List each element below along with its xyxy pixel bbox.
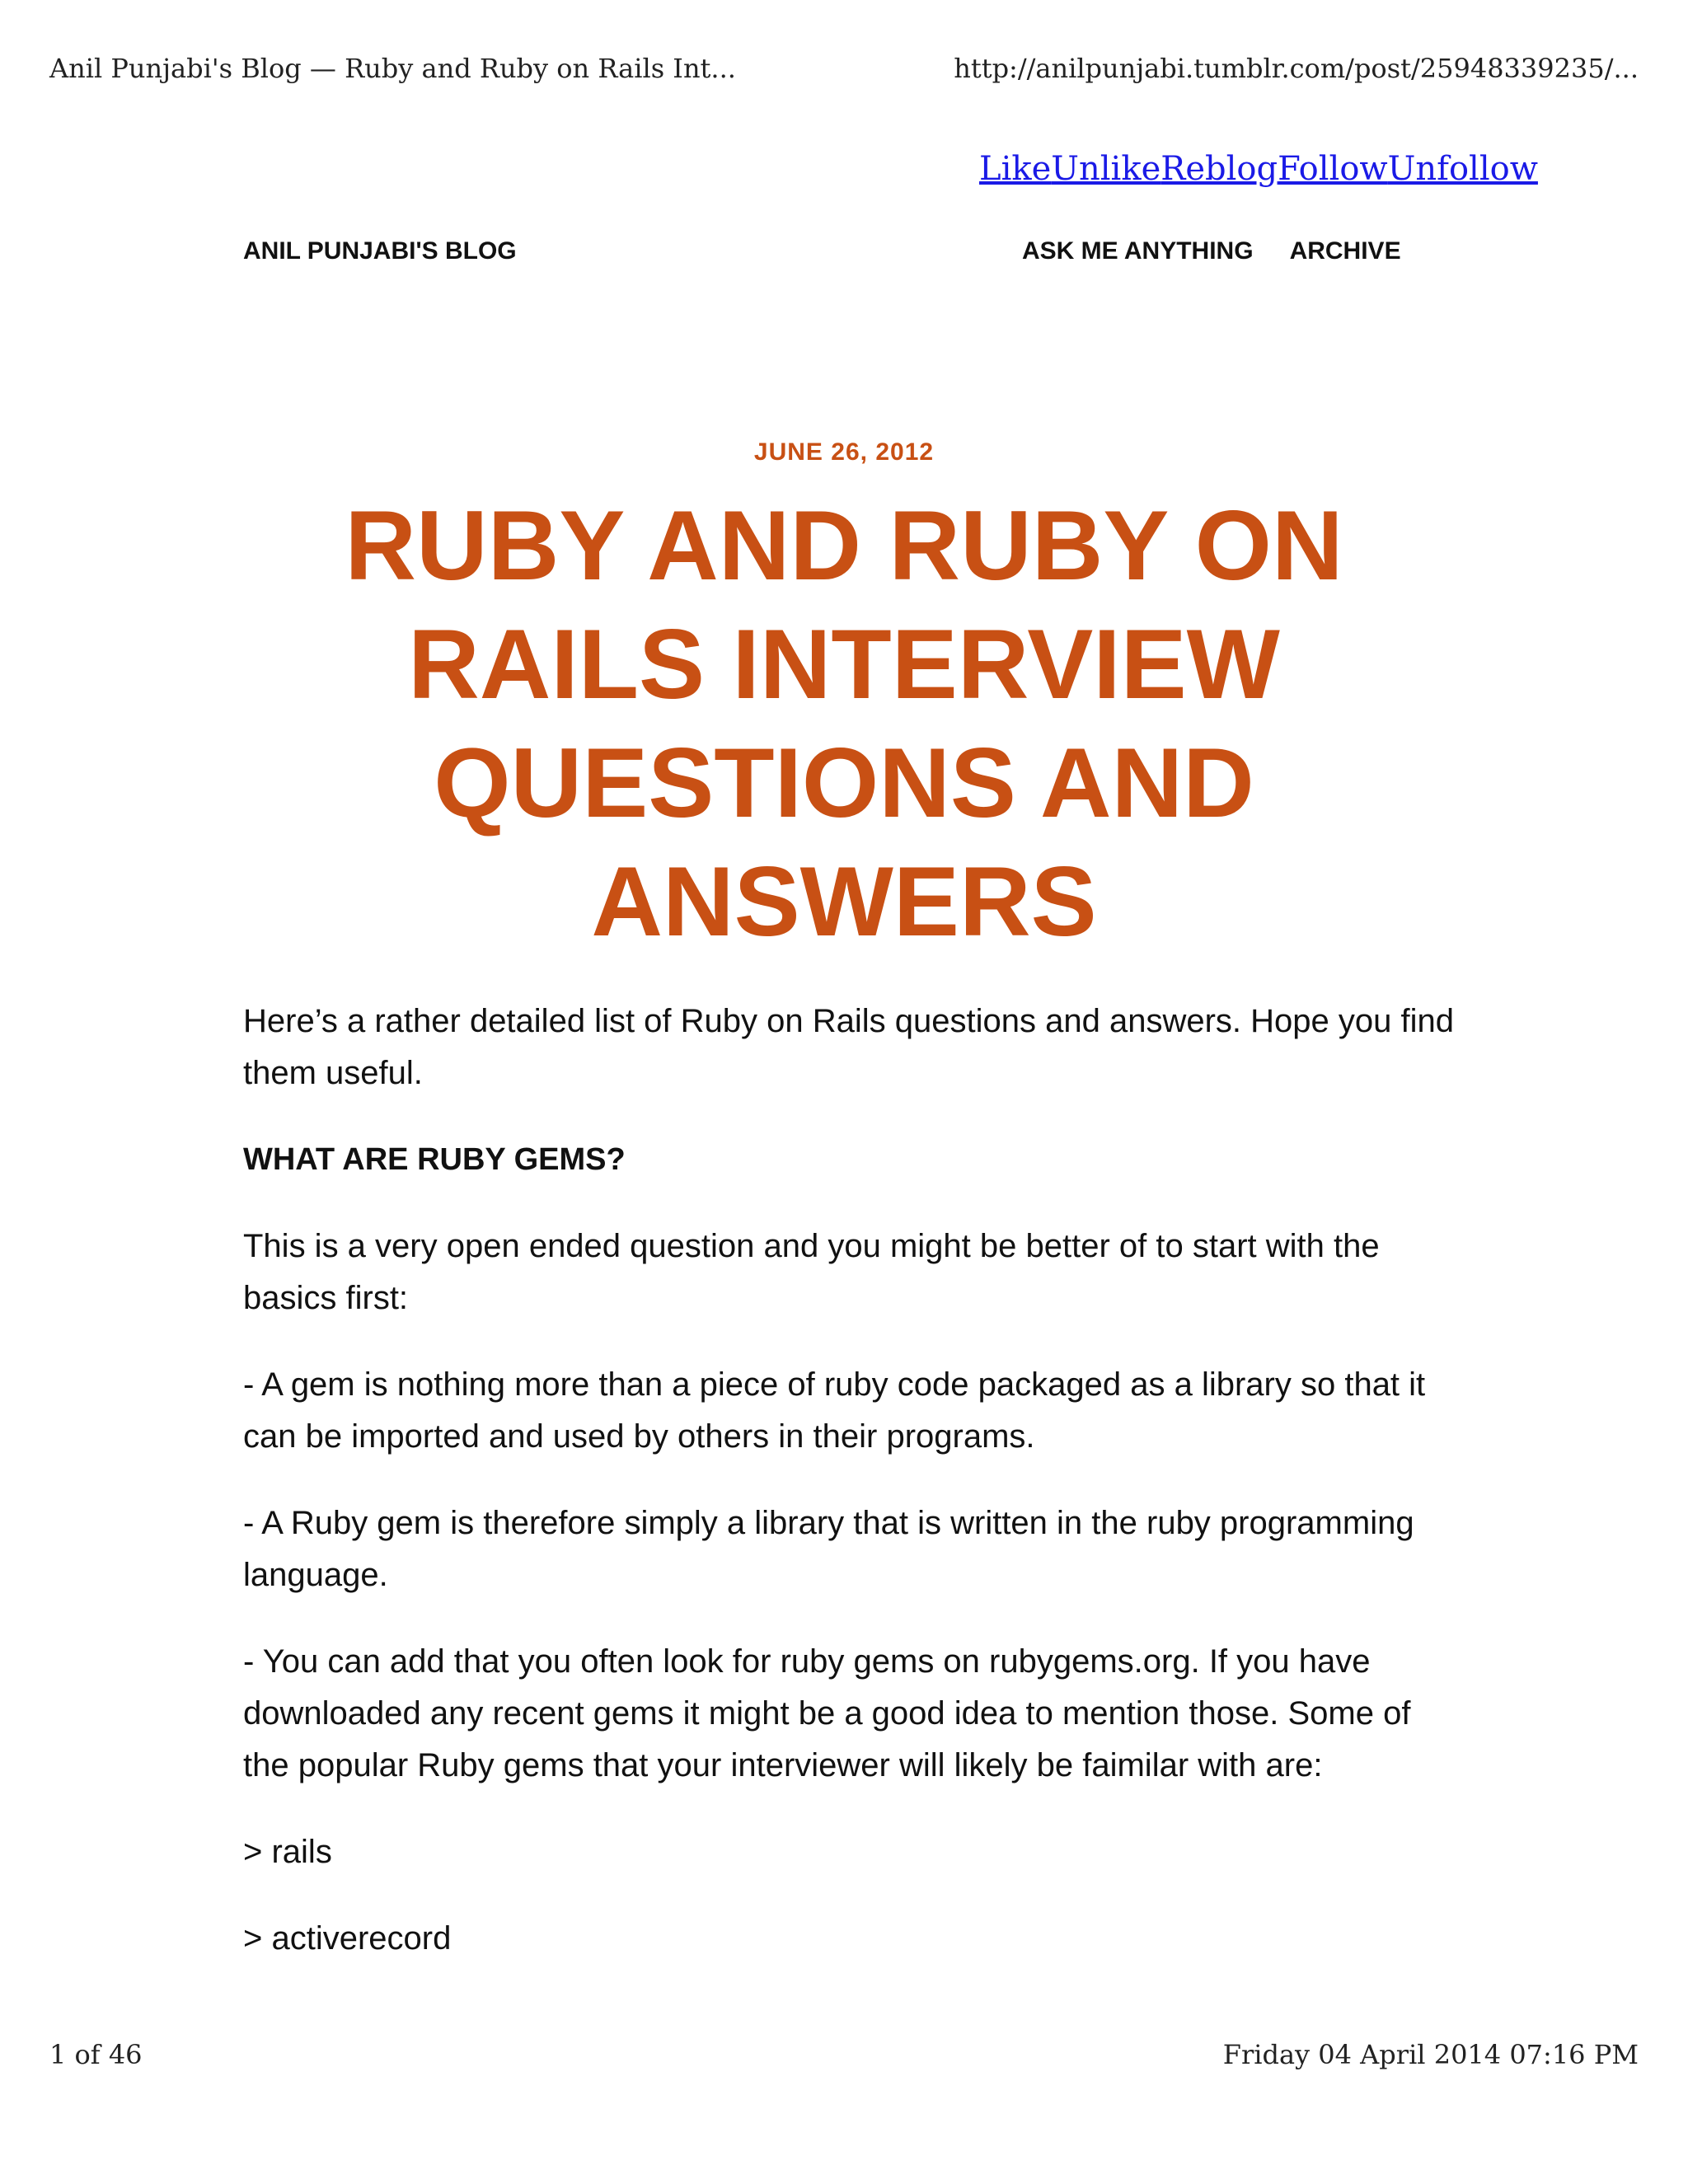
unlike-link[interactable]: Unlike	[1051, 150, 1161, 188]
bullet-paragraph: - You can add that you often look for ruby gems on rubygems.org. If you have downloaded any recent gems it might be a good idea to mention those. Some of the popular Ruby gems that your interviewer will likely be faimilar with are:	[243, 1643, 1411, 1783]
gem-list-item: > activerecord	[243, 1920, 452, 1957]
blog-name-link[interactable]: ANIL PUNJABI'S BLOG	[243, 237, 517, 265]
print-datetime: Friday 04 April 2014 07:16 PM	[1222, 2039, 1639, 2070]
section-heading: WHAT ARE RUBY GEMS?	[243, 1142, 626, 1177]
nav-links	[1022, 237, 1437, 265]
unfollow-link[interactable]: Unfollow	[1387, 150, 1538, 188]
page-number: 1 of 46	[49, 2039, 143, 2070]
archive-link[interactable]: ARCHIVE	[1289, 237, 1401, 265]
reblog-link[interactable]: Reblog	[1160, 150, 1278, 188]
like-link[interactable]: Like	[979, 150, 1052, 188]
bullet-paragraph: - A gem is nothing more than a piece of ruby code packaged as a library so that it can be imported and used by others in their programs.	[243, 1366, 1426, 1455]
tumblr-action-links	[979, 150, 1538, 188]
intro-paragraph: Here’s a rather detailed list of Ruby on Rails questions and answers. Hope you find them useful.	[243, 1003, 1454, 1091]
post-title: RUBY AND RUBY ON RAILS INTERVIEW QUESTIONS AND ANSWERS	[345, 490, 1343, 957]
print-page-url: http://anilpunjabi.tumblr.com/post/25948339235/...	[954, 53, 1639, 84]
post-date: JUNE 26, 2012	[753, 438, 935, 466]
ask-me-anything-link[interactable]: ASK ME ANYTHING	[1022, 237, 1254, 265]
gem-list-item: > rails	[243, 1834, 332, 1870]
print-page-title: Anil Punjabi's Blog — Ruby and Ruby on Rails Int...	[49, 53, 736, 84]
bullet-paragraph: - A Ruby gem is therefore simply a library that is written in the ruby programming language.	[243, 1505, 1414, 1593]
print-header	[49, 53, 1639, 84]
print-footer	[49, 2039, 1639, 2070]
paragraph: This is a very open ended question and you might be better of to start with the basics first:	[243, 1228, 1380, 1316]
follow-link[interactable]: Follow	[1278, 150, 1388, 188]
post-body	[243, 996, 1455, 1999]
